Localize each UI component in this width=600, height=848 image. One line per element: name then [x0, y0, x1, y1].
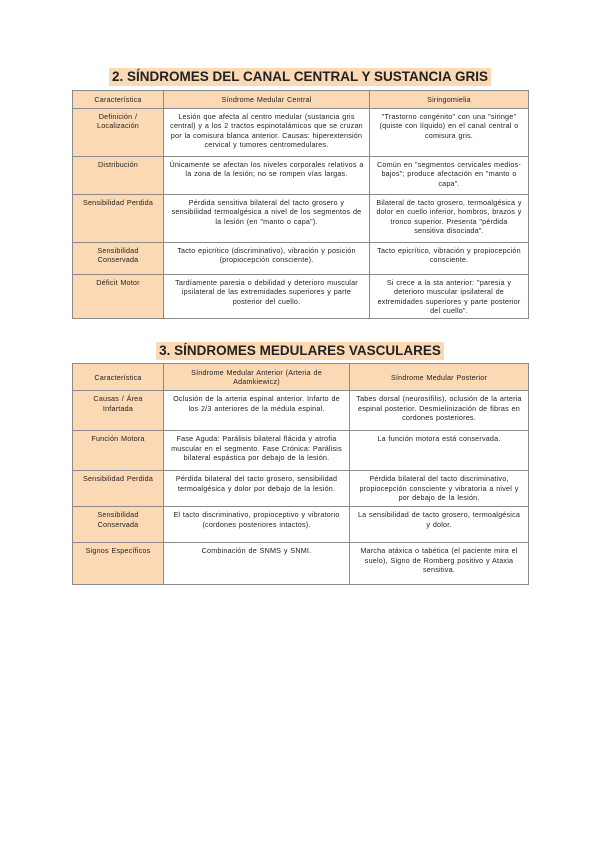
- table-row: [73, 157, 529, 195]
- table-canal-central: [72, 90, 529, 319]
- table-cell: Tacto epicrítico, vibración y propiocepción consciente.: [370, 243, 529, 275]
- table-row: [73, 275, 529, 319]
- table-cell: Tardíamente paresia o debilidad y deterioro muscular ipsilateral de las extremidades superiores y parte posterior del cuello.: [164, 275, 370, 319]
- table-row: [73, 109, 529, 157]
- header-sindrome-central: Síndrome Medular Central: [164, 91, 370, 109]
- table-cell: Lesión que afecta al centro medular (sustancia gris central) y a los 2 tractos espinotalámicos que se cruzan por la comisura blanca anterior. Causas: hiperextensión cervical y tumores centromedulares.: [164, 109, 370, 157]
- table-cell: El tacto discriminativo, propioceptivo y vibratorio (cordones posteriores intactos).: [164, 507, 350, 543]
- table-cell: Tabes dorsal (neurosífilis), oclusión de la arteria espinal posterior. Desmielinización de fibras en cordones posteriores.: [350, 391, 529, 431]
- table-cell: Común en "segmentos cervicales medios-bajos"; produce afectación en "manto o capa".: [370, 157, 529, 195]
- header-caracteristica: Característica: [73, 364, 164, 391]
- table-cell: Fase Aguda: Parálisis bilateral flácida y atrofia muscular en el segmento. Fase Crónica: Parálisis bilateral espástica por debajo de la lesión.: [164, 431, 350, 471]
- table-row: [73, 471, 529, 507]
- table-vasculares: [72, 363, 529, 585]
- table-header-row: [73, 91, 529, 109]
- table-cell: Únicamente se afectan los niveles corporales relativos a la zona de la lesión; no se rompen vías largas.: [164, 157, 370, 195]
- table-row: [73, 195, 529, 243]
- table-cell: Marcha atáxica o tabética (el paciente mira el suelo), Signo de Romberg positivo y Ataxia sensitiva.: [350, 543, 529, 585]
- table-cell: Pérdida bilateral del tacto discriminativo, propiocepción consciente y vibratoria a nivel y por debajo de la lesión.: [350, 471, 529, 507]
- header-siringomielia: Siringomielia: [370, 91, 529, 109]
- table-cell: Bilateral de tacto grosero, termoalgésica y dolor en cuello inferior, hombros, brazos y tronco superior. Presenta "pérdida sensitiva disociada".: [370, 195, 529, 243]
- table-cell: La función motora está conservada.: [350, 431, 529, 471]
- table-cell: Pérdida sensitiva bilateral del tacto grosero y sensibilidad termoalgésica a nivel de los segmentos de la lesión (en "manto o capa").: [164, 195, 370, 243]
- section-title-2: 3. SÍNDROMES MEDULARES VASCULARES: [0, 342, 600, 360]
- table-row: [73, 243, 529, 275]
- row-label-cell: Sensibilidad Conservada: [73, 243, 164, 275]
- table-cell: Si crece a la sta anterior: "paresia y deterioro muscular ipsilateral de extremidades superiores y parte posterior del cuello".: [370, 275, 529, 319]
- header-sindrome-anterior: Síndrome Medular Anterior (Arteria de Adamkiewicz): [164, 364, 350, 391]
- header-sindrome-posterior: Síndrome Medular Posterior: [350, 364, 529, 391]
- table-row: [73, 543, 529, 585]
- table-cell: Pérdida bilateral del tacto grosero, sensibilidad termoalgésica y dolor por debajo de la lesión.: [164, 471, 350, 507]
- table-cell: "Trastorno congénito" con una "siringe" (quiste con líquido) en el canal central o comisura gris.: [370, 109, 529, 157]
- row-label-cell: Sensibilidad Perdida: [73, 471, 164, 507]
- table-cell: Oclusión de la arteria espinal anterior. Infarto de los 2/3 anteriores de la médula espinal.: [164, 391, 350, 431]
- row-label-cell: Sensibilidad Perdida: [73, 195, 164, 243]
- row-label-cell: Déficit Motor: [73, 275, 164, 319]
- row-label-cell: Signos Específicos: [73, 543, 164, 585]
- table-cell: Combinación de SNMS y SNMI.: [164, 543, 350, 585]
- row-label-cell: Función Motora: [73, 431, 164, 471]
- row-label-cell: Causas / Área Infartada: [73, 391, 164, 431]
- table-cell: La sensibilidad de tacto grosero, termoalgésica y dolor.: [350, 507, 529, 543]
- table-row: [73, 507, 529, 543]
- section-title-1: 2. SÍNDROMES DEL CANAL CENTRAL Y SUSTANCIA GRIS: [0, 68, 600, 86]
- header-caracteristica: Característica: [73, 91, 164, 109]
- table-cell: Tacto epicrítico (discriminativo), vibración y posición (propiocepción consciente).: [164, 243, 370, 275]
- row-label-cell: Sensibilidad Conservada: [73, 507, 164, 543]
- table-header-row: [73, 364, 529, 391]
- table-row: [73, 431, 529, 471]
- row-label-cell: Distribución: [73, 157, 164, 195]
- row-label-cell: Definición / Localización: [73, 109, 164, 157]
- table-row: [73, 391, 529, 431]
